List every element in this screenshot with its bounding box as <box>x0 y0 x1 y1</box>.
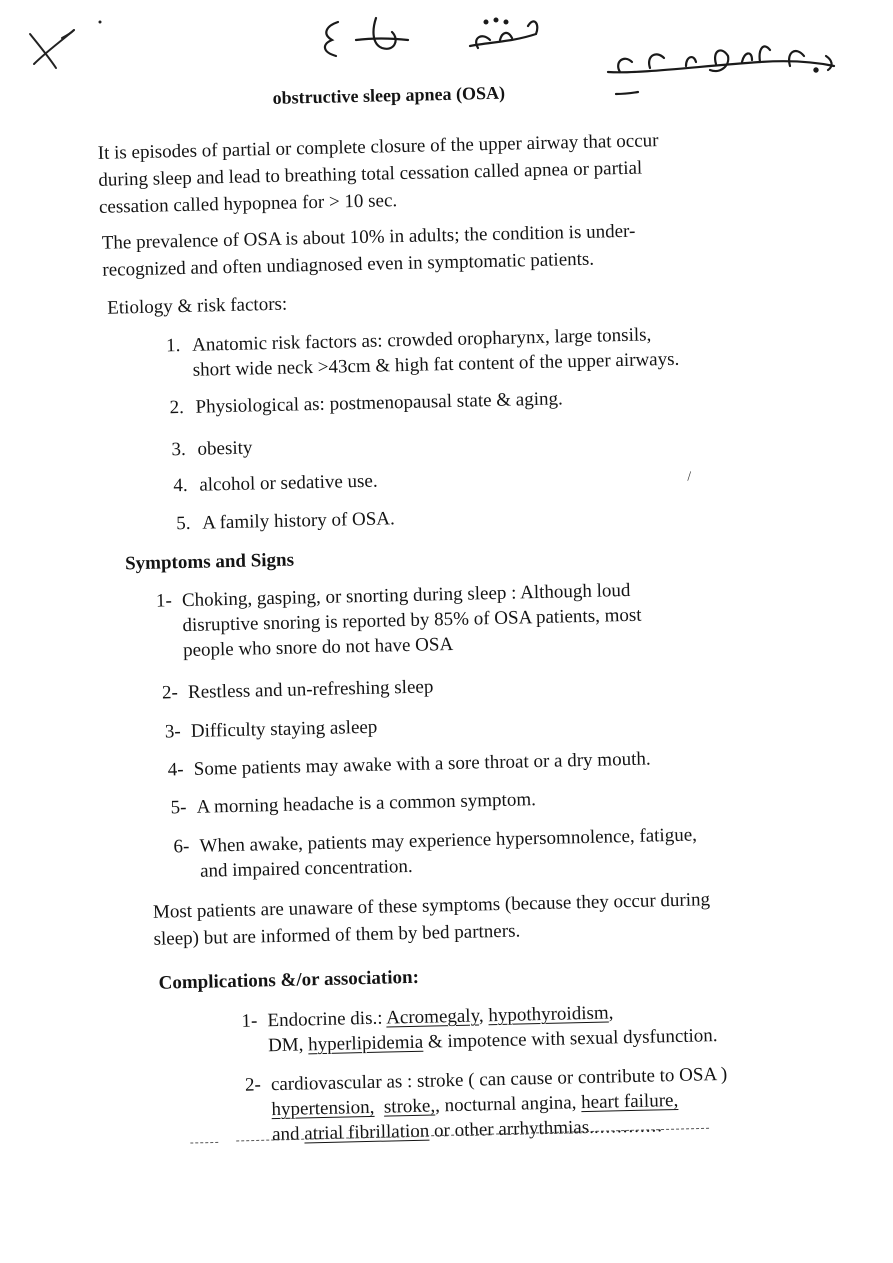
item-text: or other arrhythmias. <box>429 1116 595 1142</box>
underlined-term: hyperlipidemia <box>307 1031 424 1056</box>
underlined-term: Acromegaly <box>385 1005 480 1029</box>
item-text: cardiovascular as : stroke ( can cause or contribute to OSA ) <box>270 1063 728 1096</box>
item-text: , <box>478 1005 489 1027</box>
item-text: , <box>608 1002 614 1024</box>
underlined-term: hypertension, <box>271 1096 375 1121</box>
item-number: 1- <box>241 1010 258 1032</box>
symptom-item-3 <box>165 715 378 745</box>
item-text: Anatomic risk factors as: crowded oropharynx, large tonsils, <box>191 324 652 356</box>
symptoms-note <box>153 886 711 953</box>
intro-paragraph-1 <box>97 127 660 221</box>
item-number: 3- <box>164 721 181 743</box>
text-line: cessation called hypopnea for > 10 sec. <box>98 190 398 218</box>
item-number: 2- <box>161 682 179 704</box>
symptoms-heading: Symptoms and Signs <box>124 549 295 575</box>
page-title: obstructive sleep apnea (OSA) <box>272 82 506 108</box>
item-text: Restless and un-refreshing sleep <box>187 676 434 703</box>
symptom-item-4 <box>167 746 650 782</box>
etiology-item-3 <box>171 435 252 462</box>
item-number: 4. <box>173 474 188 497</box>
stray-pen-mark: / <box>687 469 692 485</box>
complication-item-1 <box>241 998 718 1059</box>
item-number: 6- <box>173 835 190 858</box>
item-number: 5- <box>170 797 187 819</box>
etiology-item-1 <box>166 322 680 384</box>
item-text: Endocrine dis.: <box>267 1007 387 1032</box>
etiology-item-4 <box>173 469 378 499</box>
text-line: The prevalence of OSA is about 10% in adults; the condition is under- <box>101 220 636 254</box>
item-number: 4- <box>167 759 184 781</box>
item-text: disruptive snoring is reported by 85% of OSA patients, most <box>182 604 642 637</box>
underlined-term: hypothyroidism <box>488 1002 609 1027</box>
item-text: A family history of OSA. <box>201 508 396 534</box>
complications-heading: Complications &/or association: <box>158 966 420 994</box>
etiology-item-5 <box>176 506 395 536</box>
item-text: When awake, patients may experience hypersomnolence, fatigue, <box>199 824 698 857</box>
underlined-term: heart failure, <box>580 1089 679 1114</box>
item-text: Difficulty staying asleep <box>190 716 378 742</box>
item-text: Choking, gasping, or snorting during sleep : Although loud <box>181 579 631 612</box>
item-text: Physiological as: postmenopausal state & aging. <box>195 388 563 418</box>
item-number: 3. <box>171 438 187 461</box>
intro-paragraph-2 <box>102 218 637 284</box>
item-text: A morning headache is a common symptom. <box>196 789 537 818</box>
text-line: recognized and often undiagnosed even in symptomatic patients. <box>102 248 595 281</box>
item-text: and impaired concentration. <box>199 855 413 882</box>
item-number: 2. <box>169 396 185 419</box>
item-text: DM, <box>267 1034 309 1057</box>
item-text: short wide neck >43cm & high fat content of the upper airways. <box>192 348 680 381</box>
item-number: 1- <box>155 590 173 612</box>
item-number: 5. <box>175 512 191 535</box>
etiology-heading: Etiology & risk factors: <box>107 293 288 319</box>
dotted-leader: ............ <box>593 1115 664 1138</box>
underlined-term: atrial fibrillation <box>304 1120 430 1145</box>
item-text: people who snore do not have OSA <box>182 633 454 662</box>
item-text: obesity <box>197 437 253 460</box>
text-line: Most patients are unaware of these symptoms (because they occur during <box>152 889 711 923</box>
item-number: 1. <box>165 335 181 357</box>
item-number: 2- <box>244 1074 262 1096</box>
symptom-item-6 <box>173 822 697 884</box>
item-text: Some patients may awake with a sore throat or a dry mouth. <box>193 748 651 780</box>
symptom-item-1 <box>156 578 643 664</box>
text-line: It is episodes of partial or complete closure of the upper airway that occur <box>97 130 659 164</box>
symptom-item-2 <box>162 674 434 705</box>
underlined-term: stroke, <box>383 1095 436 1118</box>
item-text: & impotence with sexual dysfunction. <box>422 1025 718 1053</box>
item-text: , nocturnal angina, <box>434 1092 582 1117</box>
text-line: during sleep and lead to breathing total cessation called apnea or partial <box>98 157 643 191</box>
item-text: and <box>271 1123 305 1146</box>
symptom-item-5 <box>170 787 536 820</box>
etiology-item-2 <box>169 386 563 420</box>
text-line: sleep) but are informed of them by bed partners. <box>153 920 521 950</box>
item-text: alcohol or sedative use. <box>199 470 378 496</box>
